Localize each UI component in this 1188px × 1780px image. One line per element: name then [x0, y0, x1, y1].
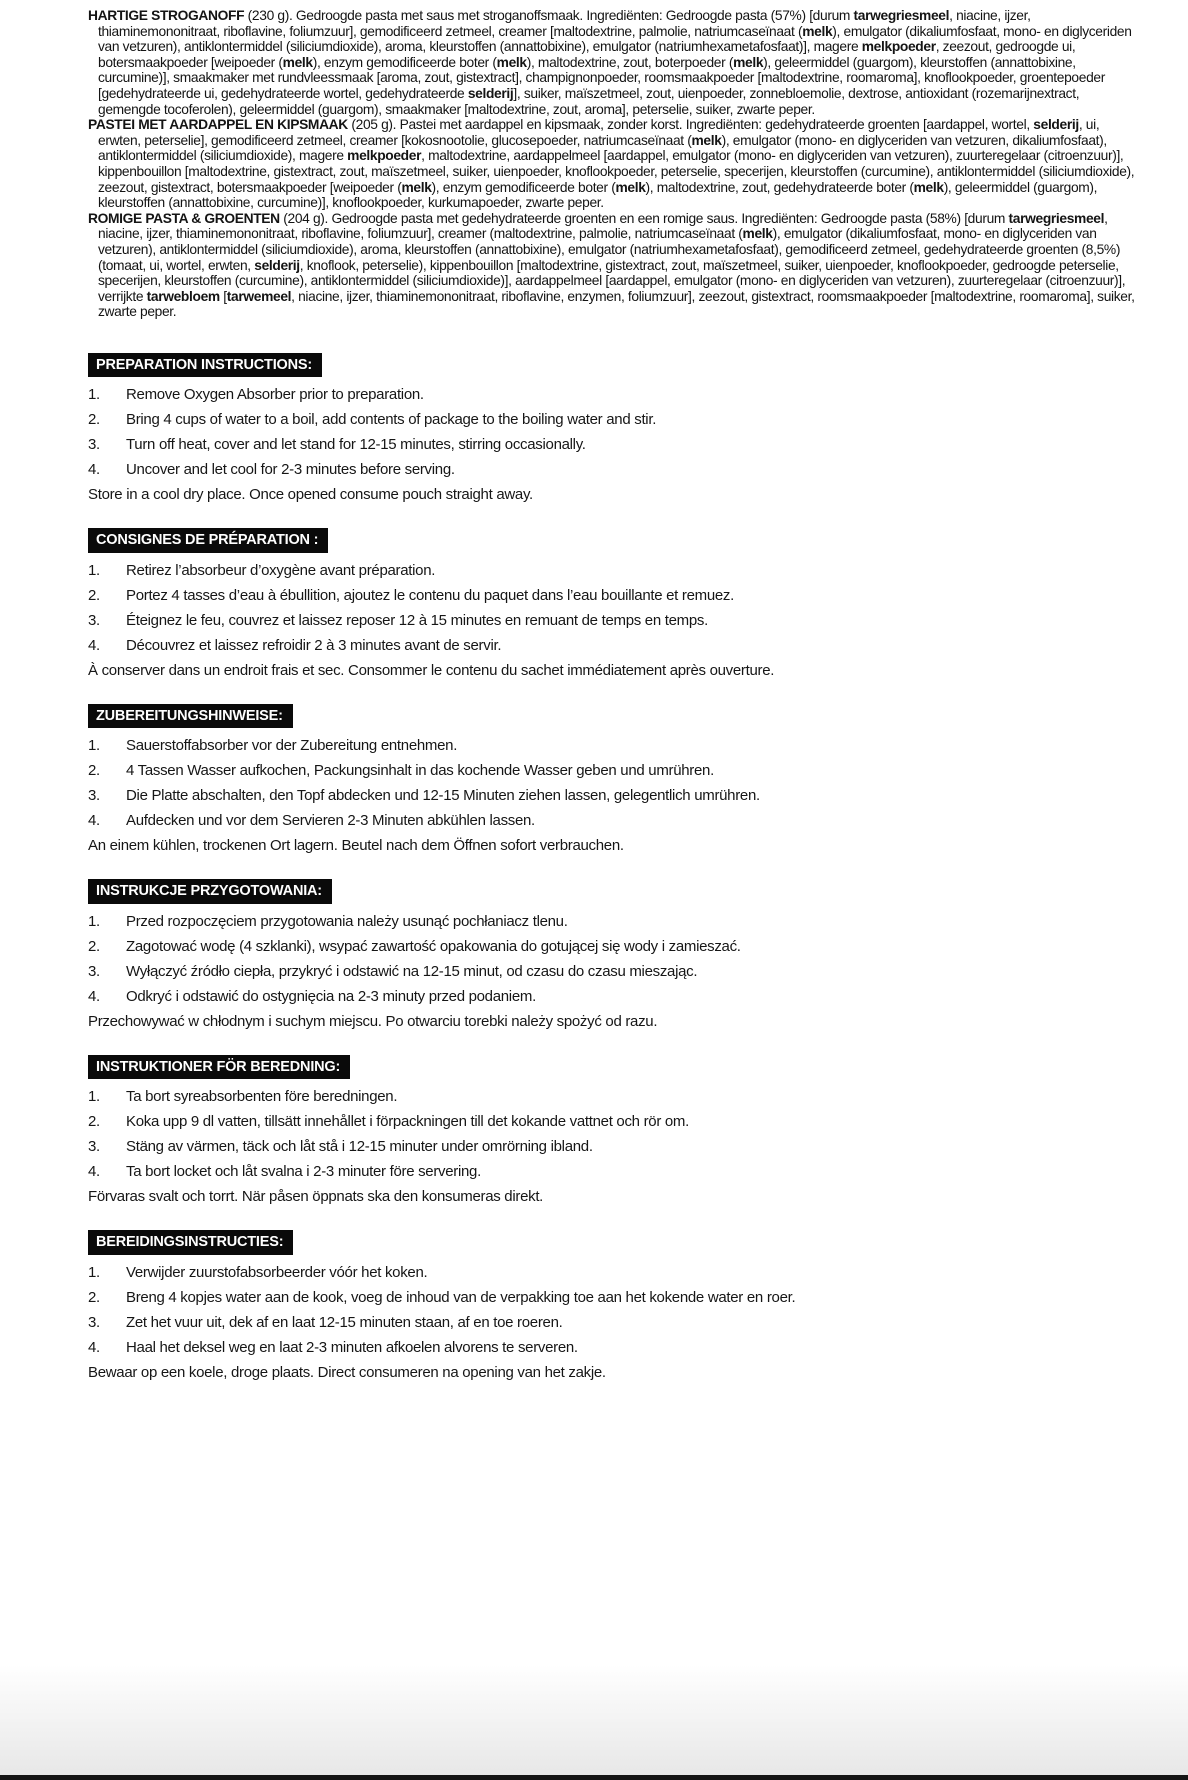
step-number: 3. — [88, 787, 100, 805]
instruction-step — [88, 1285, 1136, 1310]
step-number: 1. — [88, 561, 100, 579]
storage-note: Förvaras svalt och torrt. När påsen öppnats ska den konsumeras direkt. — [88, 1188, 544, 1206]
instruction-step — [88, 733, 1136, 758]
step-text: Przed rozpoczęciem przygotowania należy usunąć pochłaniacz tlenu. — [126, 912, 568, 930]
ingredient-paragraph-3: ROMIGE PASTA & GROENTEN (204 g). Gedroogde pasta met gedehydrateerde groenten en een romige saus. Ingrediënten: Gedroogde pasta (58%) [durum tarwegriesmeel, niacine, ijzer, thiaminemononitraat, riboflavine, foliumzuur], creamer (maltodextrine, palmolie, natriumcaseïnaat (melk), emulgator (dikaliumfosfaat, mono- en diglyceriden van vetzuren), antiklontermiddel (siliciumdioxide), aroma, kleurstoffen (annattobixine), emulgator (natriumhexametafosfaat), gemodificeerd zetmeel, gedehydrateerde groenten (8,5%) (tomaat, ui, wortel, erwten, selderij, knoflook, peterselie), kippenbouillon [maltodextrine, gistextract, zout, maïszetmeel, suiker, uienpoeder, knoflookpoeder, gedroogde peterselie, specerijen, kleurstoffen (curcumine), antiklontermiddel (siliciumdioxide)], aardappelmeel [aardappel, emulgator (mono- en diglyceriden van vetzuren), zuurteregelaar (citroenzuur)], verrijkte tarwebloem [tarwemeel, niacine, ijzer, thiaminemononitraat, riboflavine, enzymen, foliumzuur], zeezout, gistextract, roomsmaakpoeder [maltodextrine, roomaroma], suiker, zwarte peper. — [88, 210, 1135, 320]
page-bottom-shadow — [0, 1665, 1188, 1780]
step-text: Bring 4 cups of water to a boil, add contents of package to the boiling water and stir. — [126, 411, 657, 429]
section-header-fr: CONSIGNES DE PRÉPARATION : — [88, 528, 328, 553]
instruction-step — [88, 608, 1136, 633]
step-text: Koka upp 9 dl vatten, tillsätt innehållet i förpackningen till det kokande vattnet och rör om. — [126, 1113, 689, 1131]
instruction-step — [88, 382, 1136, 407]
step-text: Ta bort syreabsorbenten före beredningen. — [126, 1088, 398, 1106]
step-text: Stäng av värmen, täck och låt stå i 12-15 minuter under omrörning ibland. — [126, 1138, 593, 1156]
step-text: Wyłączyć źródło ciepła, przykryć i odstawić na 12-15 minut, od czasu do czasu mieszając. — [126, 962, 698, 980]
instruction-step — [88, 959, 1136, 984]
step-number: 2. — [88, 411, 100, 429]
section-header-de: ZUBEREITUNGSHINWEISE: — [88, 704, 293, 729]
step-number: 4. — [88, 636, 100, 654]
step-text: Haal het deksel weg en laat 2-3 minuten afkoelen alvorens te serveren. — [126, 1338, 578, 1356]
instruction-step — [88, 909, 1136, 934]
storage-note: À conserver dans un endroit frais et sec. Consommer le contenu du sachet immédiatement après ouverture. — [88, 661, 775, 679]
step-text: Sauerstoffabsorber vor der Zubereitung entnehmen. — [126, 737, 458, 755]
instruction-step — [88, 1134, 1136, 1159]
step-text: Ta bort locket och låt svalna i 2-3 minuter före servering. — [126, 1163, 481, 1181]
instruction-step — [88, 583, 1136, 608]
step-number: 1. — [88, 912, 100, 930]
step-text: Découvrez et laissez refroidir 2 à 3 minutes avant de servir. — [126, 636, 502, 654]
instruction-section-pl — [88, 879, 1136, 1034]
step-text: Verwijder zuurstofabsorbeerder vóór het koken. — [126, 1263, 428, 1281]
step-number: 4. — [88, 461, 100, 479]
step-number: 2. — [88, 1288, 100, 1306]
instruction-step — [88, 1310, 1136, 1335]
step-number: 3. — [88, 1138, 100, 1156]
step-number: 2. — [88, 1113, 100, 1131]
step-text: Éteignez le feu, couvrez et laissez reposer 12 à 15 minutes en remuant de temps en temps. — [126, 611, 708, 629]
step-number: 4. — [88, 1338, 100, 1356]
section-header-en: PREPARATION INSTRUCTIONS: — [88, 353, 322, 378]
step-number: 3. — [88, 611, 100, 629]
instruction-step — [88, 407, 1136, 432]
section-header-pl: INSTRUKCJE PRZYGOTOWANIA: — [88, 879, 332, 904]
step-text: Turn off heat, cover and let stand for 12-15 minutes, stirring occasionally. — [126, 436, 586, 454]
step-number: 1. — [88, 386, 100, 404]
instruction-step — [88, 1335, 1136, 1360]
step-text: Aufdecken und vor dem Servieren 2-3 Minuten abkühlen lassen. — [126, 812, 535, 830]
ingredients-block — [88, 8, 1136, 320]
instruction-step — [88, 1159, 1136, 1184]
page-bottom-edge — [0, 1775, 1188, 1780]
step-number: 4. — [88, 1163, 100, 1181]
step-number: 2. — [88, 586, 100, 604]
step-number: 3. — [88, 436, 100, 454]
instruction-step — [88, 457, 1136, 482]
step-number: 4. — [88, 812, 100, 830]
step-text: Die Platte abschalten, den Topf abdecken und 12-15 Minuten ziehen lassen, gelegentlich umrühren. — [126, 787, 760, 805]
instruction-step — [88, 934, 1136, 959]
step-number: 2. — [88, 762, 100, 780]
instruction-step — [88, 783, 1136, 808]
instruction-step — [88, 808, 1136, 833]
step-number: 1. — [88, 737, 100, 755]
instruction-section-fr — [88, 528, 1136, 683]
ingredient-paragraph-2: PASTEI MET AARDAPPEL EN KIPSMAAK (205 g). Pastei met aardappel en kipsmaak, zonder korst. Ingrediënten: gedehydrateerde groenten [aardappel, wortel, selderij, ui, erwten, peterselie], gemodificeerd zetmeel, creamer [kokosnootolie, glucosepoeder, natriumcaseïnaat (melk), emulgator (mono- en diglyceriden van vetzuren, dikaliumfosfaat), antiklontermiddel (siliciumdioxide), magere melkpoeder, maltodextrine, aardappelmeel [aardappel, emulgator (mono- en diglyceriden van vetzuren), zuurteregelaar (citroenzuur)], kippenbouillon [maltodextrine, gistextract, zout, maïszetmeel, suiker, uienpoeder, knoflookpoeder, peterselie, specerijen, kleurstoffen (curcumine), antiklontermiddel (siliciumdioxide), zeezout, gistextract, botersmaakpoeder [weipoeder (melk), enzym gemodificeerde boter (melk), maltodextrine, zout, gedehydrateerde boter (melk), geleermiddel (guargom), kleurstoffen (annattobixine, curcumine)], knoflookpoeder, kurkumapoeder, zwarte peper. — [88, 117, 1135, 211]
instruction-step — [88, 1260, 1136, 1285]
instruction-section-sv — [88, 1055, 1136, 1210]
step-number: 1. — [88, 1088, 100, 1106]
section-header-sv: INSTRUKTIONER FÖR BEREDNING: — [88, 1055, 350, 1080]
storage-note: An einem kühlen, trockenen Ort lagern. Beutel nach dem Öffnen sofort verbrauchen. — [88, 837, 624, 855]
step-text: 4 Tassen Wasser aufkochen, Packungsinhalt in das kochende Wasser geben und umrühren. — [126, 762, 714, 780]
instruction-step — [88, 432, 1136, 457]
step-text: Zagotować wodę (4 szklanki), wsypać zawartość opakowania do gotującej się wody i zamieszać. — [126, 937, 741, 955]
ingredient-paragraph-1: HARTIGE STROGANOFF (230 g). Gedroogde pasta met saus met stroganoffsmaak. Ingrediënten: Gedroogde pasta (57%) [durum tarwegriesmeel, niacine, ijzer, thiaminemononitraat, riboflavine, foliumzuur], gemodificeerd zetmeel, creamer [maltodextrine, palmolie, natriumcaseïnaat (melk), emulgator (dikaliumfosfaat, mono- en diglyceriden van vetzuren), antiklontermiddel (siliciumdioxide), aroma, kleurstoffen (annattobixine), emulgator (natriumhexametafosfaat)], magere melkpoeder, zeezout, gedroogde ui, botersmaakpoeder [weipoeder (melk), enzym gemodificeerde boter (melk), maltodextrine, zout, boterpoeder (melk), geleermiddel (guargom), kleurstoffen (annattobixine, curcumine)], smaakmaker met rundvleessmaak [aroma, zout, gistextract], champignonpoeder, roomsmaakpoeder [maltodextrine, roomaroma], knoflookpoeder, groentepoeder [gedehydrateerde ui, gedehydrateerde wortel, gedehydrateerde selderij], suiker, maïszetmeel, zout, uienpoeder, zonnebloemolie, dextrose, antioxidant (rozemarijnextract, gemengde tocoferolen), geleermiddel (guargom), smaakmaker [maltodextrine, zout, aroma], peterselie, suiker, zwarte peper. — [88, 8, 1132, 117]
step-number: 2. — [88, 937, 100, 955]
instruction-step — [88, 1109, 1136, 1134]
storage-note: Store in a cool dry place. Once opened consume pouch straight away. — [88, 486, 533, 504]
step-text: Uncover and let cool for 2-3 minutes before serving. — [126, 461, 455, 479]
instruction-step — [88, 633, 1136, 658]
section-header-nl: BEREIDINGSINSTRUCTIES: — [88, 1230, 293, 1255]
instruction-section-en — [88, 353, 1136, 508]
instruction-step — [88, 1084, 1136, 1109]
step-text: Remove Oxygen Absorber prior to preparation. — [126, 386, 424, 404]
step-number: 3. — [88, 1313, 100, 1331]
storage-note: Przechowywać w chłodnym i suchym miejscu. Po otwarciu torebki należy spożyć od razu. — [88, 1012, 658, 1030]
instruction-step — [88, 984, 1136, 1009]
step-text: Breng 4 kopjes water aan de kook, voeg de inhoud van de verpakking toe aan het kokende water en roer. — [126, 1288, 796, 1306]
instruction-section-nl — [88, 1230, 1136, 1385]
instruction-step — [88, 758, 1136, 783]
storage-note: Bewaar op een koele, droge plaats. Direct consumeren na opening van het zakje. — [88, 1363, 606, 1381]
step-number: 1. — [88, 1263, 100, 1281]
step-text: Zet het vuur uit, dek af en laat 12-15 minuten staan, af en toe roeren. — [126, 1313, 563, 1331]
instruction-sections — [88, 353, 1136, 1385]
instruction-step — [88, 558, 1136, 583]
step-text: Odkryć i odstawić do ostygnięcia na 2-3 minuty przed podaniem. — [126, 987, 536, 1005]
step-text: Retirez l’absorbeur d’oxygène avant préparation. — [126, 561, 436, 579]
step-number: 4. — [88, 987, 100, 1005]
instruction-section-de — [88, 704, 1136, 859]
step-number: 3. — [88, 962, 100, 980]
step-text: Portez 4 tasses d’eau à ébullition, ajoutez le contenu du paquet dans l’eau bouillante et remuez. — [126, 586, 734, 604]
